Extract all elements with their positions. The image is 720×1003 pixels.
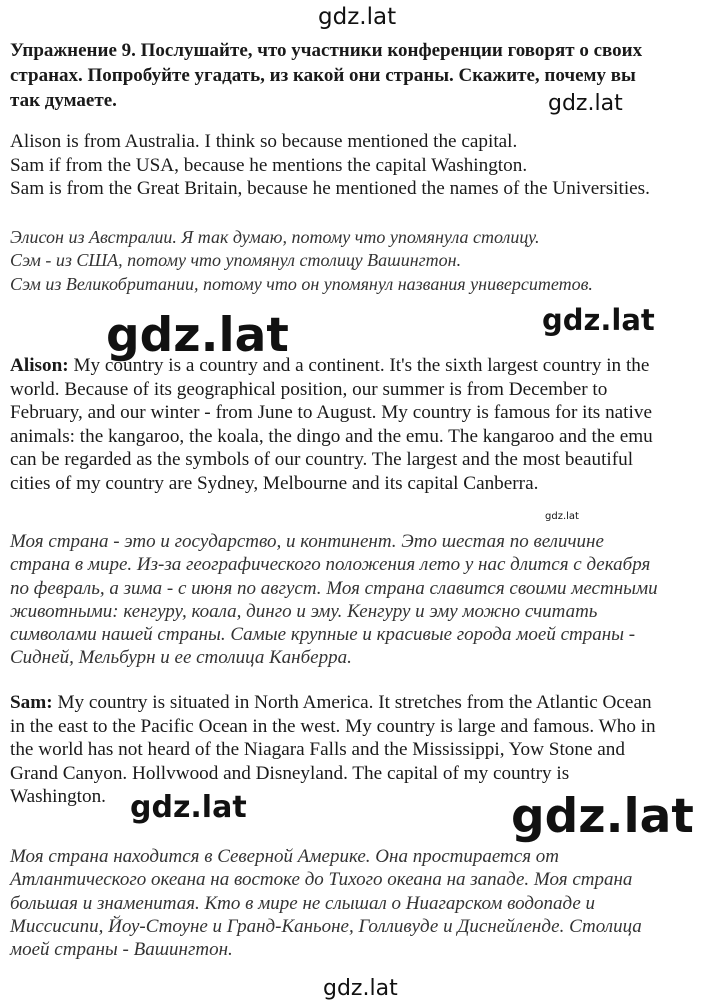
watermark-right-upper: gdz.lat: [548, 91, 623, 116]
answer-line: Сэм из Великобритании, потому что он упомянул названия университетов.: [10, 273, 593, 294]
answer-line: Сэм - из США, потому что упомянул столицу Вашингтон.: [10, 250, 462, 271]
paragraph-line: animals: the kangaroo, the koala, the dingo and the emu. The kangaroo and the emu: [10, 425, 653, 447]
watermark-top: gdz.lat: [318, 4, 397, 30]
translation-line: Сидней, Мельбурн и ее столица Канберра.: [10, 647, 352, 669]
answer-line: Sam is from the Great Britain, because he mentioned the names of the Universities.: [10, 178, 650, 200]
paragraph-line: [10, 354, 710, 378]
answer-line: Alison is from Australia. I think so because mentioned the capital.: [10, 131, 518, 152]
paragraph-line: cities of my country are Sydney, Melbourne and its capital Canberra.: [10, 472, 539, 494]
paragraph-line: can be regarded as the symbols of our country. The largest and the most beautiful: [10, 449, 634, 471]
paragraph-text: My country is situated in North America. It stretches from the Atlantic Ocean: [52, 692, 652, 713]
translation-line: моей страны - Вашингтон.: [10, 939, 233, 961]
paragraph-line: in the east to the Pacific Ocean in the west. My country is large and famous. Who in: [10, 715, 656, 737]
paragraph-text: My country is a country and a continent. It's the sixth largest country in the: [68, 355, 650, 376]
paragraph-line: the world has not heard of the Niagara Falls and the Mississippi, Yow Stone and: [10, 739, 625, 761]
watermark-tiny: gdz.lat: [545, 511, 579, 522]
alison-translation: [10, 530, 710, 670]
answers-english: [10, 130, 710, 201]
translation-line: страна в мире. Из-за географического положения лето у нас длится с декабря: [10, 554, 651, 576]
sam-text: [10, 691, 710, 809]
paragraph-line: February, and our winter - from June to August. My country is famous for its native: [10, 402, 652, 424]
answer-line: Элисон из Австралии. Я так думаю, потому что упомянула столицу.: [10, 227, 540, 247]
translation-line: животными: кенгуру, коала, динго и эму. Кенгуру и эму можно считать: [10, 600, 598, 622]
heading-line: Упражнение 9. Послушайте, что участники конференции говорят о своих: [10, 40, 643, 61]
heading-line: так думаете.: [10, 90, 117, 111]
translation-line: Миссисипи, Йоу-Стоуне и Гранд-Каньоне, Голливуде и Диснейленде. Столица: [10, 915, 642, 937]
sam-translation: [10, 845, 710, 961]
watermark-right-middle: gdz.lat: [542, 303, 655, 337]
translation-line: Моя страна - это и государство, и континент. Это шестая по величине: [10, 531, 604, 552]
answer-line: Sam if from the USA, because he mentions the capital Washington.: [10, 154, 528, 176]
translation-line: большая и знаменитая. Кто в мире не слышал о Ниагарском водопаде и: [10, 892, 596, 914]
speaker-name: Sam:: [10, 692, 53, 713]
watermark-large-left: gdz.lat: [106, 308, 289, 363]
heading-line: странах. Попробуйте угадать, из какой они страны. Скажите, почему вы: [10, 65, 636, 86]
exercise-heading: [10, 38, 710, 116]
watermark-large-right: gdz.lat: [511, 789, 694, 844]
paragraph-line: [10, 691, 710, 715]
watermark-left-lower: gdz.lat: [130, 790, 247, 825]
speaker-name: Alison:: [10, 355, 69, 376]
translation-line: Атлантического океана на востоке до Тихого океана на западе. Моя страна: [10, 869, 633, 891]
answers-russian: [10, 226, 710, 296]
paragraph-line: Washington.: [10, 786, 106, 808]
translation-line: Моя страна находится в Северной Америке. Она простирается от: [10, 846, 559, 867]
paragraph-line: Grand Canyon. Hollvwood and Disneyland. The capital of my country is: [10, 762, 570, 784]
watermark-bottom: gdz.lat: [323, 976, 398, 1001]
alison-text: [10, 354, 710, 496]
translation-line: по февраль, а зима - с июня по август. Моя страна славится своими местными: [10, 577, 658, 599]
translation-line: символами нашей страны. Самые крупные и красивые города моей страны -: [10, 624, 636, 646]
paragraph-line: world. Because of its geographical position, our summer is from December to: [10, 378, 608, 400]
